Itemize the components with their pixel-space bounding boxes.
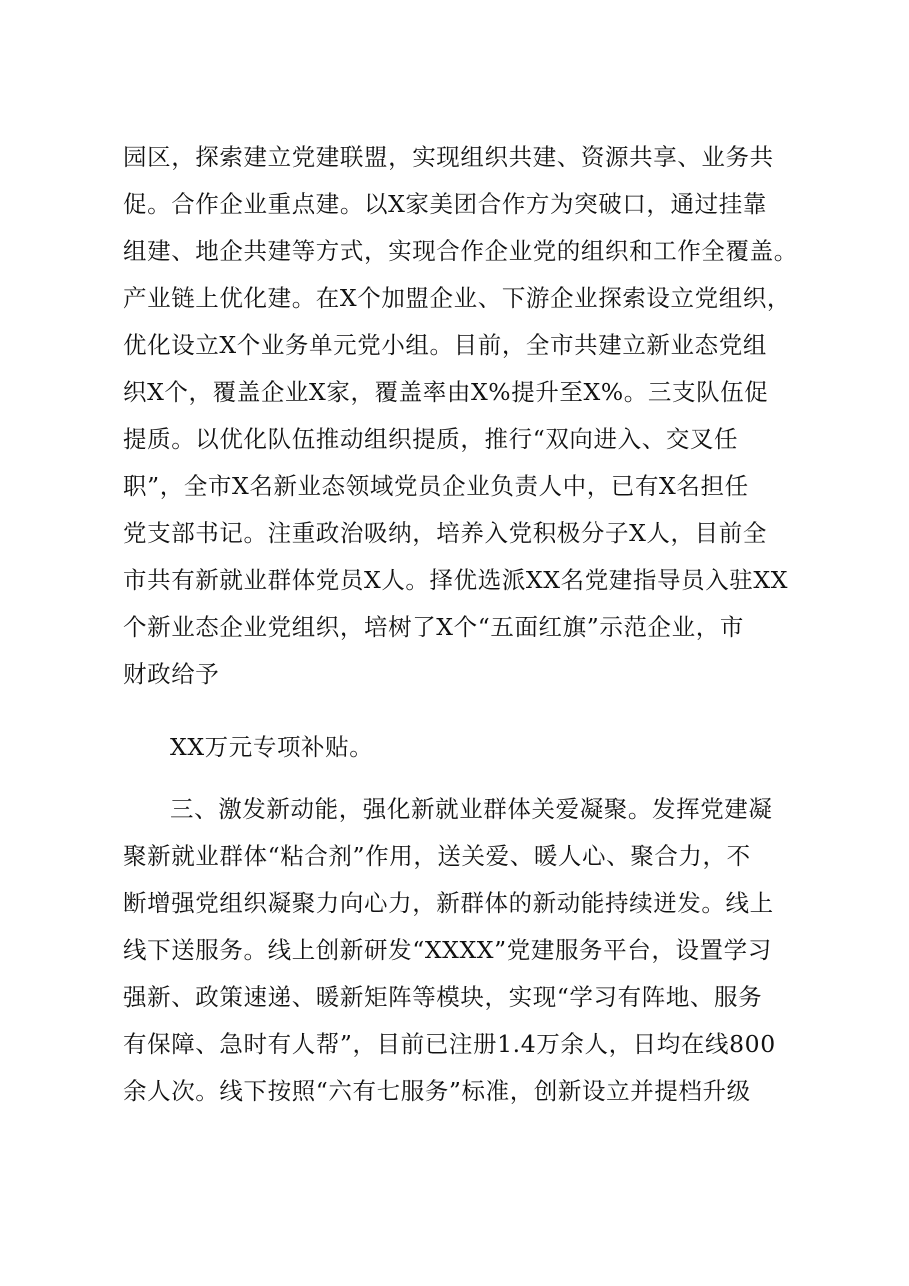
text-line: 组建、地企共建等方式，实现合作企业党的组织和工作全覆盖。 [123,237,798,265]
text-line: 余人次。线下按照“六有七服务”标准，创新设立并提档升级 [123,1077,751,1105]
text-line: 强新、政策速递、暖新矩阵等模块，实现“学习有阵地、服务 [123,983,763,1011]
text-line: 三、激发新动能，强化新就业群体关爱凝聚。发挥党建凝 [170,795,773,823]
text-line: XX万元专项补贴。 [170,733,374,761]
text-line: 个新业态企业党组织，培树了X个“五面红旗”示范企业，市 [123,613,744,641]
text-line: 市共有新就业群体党员X人。择优选派XX名党建指导员入驻XX [123,566,789,594]
text-line: 聚新就业群体“粘合剂”作用，送关爱、暖人心、聚合力，不 [123,842,751,870]
text-line: 织X个，覆盖企业X家，覆盖率由X%提升至X%。三支队伍促 [123,378,769,406]
text-line: 财政给予 [123,660,220,688]
text-line: 有保障、急时有人帮”，目前已注册1.4万余人，日均在线800 [123,1030,776,1058]
text-line: 断增强党组织凝聚力向心力，新群体的新动能持续迸发。线上 [123,889,774,917]
text-line: 职”，全市X名新业态领域党员企业负责人中，已有X名担任 [123,472,749,500]
text-line: 线下送服务。线上创新研发“XXXX”党建服务平台，设置学习 [123,936,772,964]
text-line: 党支部书记。注重政治吸纳，培养入党积极分子X人，目前全 [123,519,767,547]
text-line: 提质。以优化队伍推动组织提质，推行“双向进入、交叉任 [123,425,739,453]
text-line: 促。合作企业重点建。以X家美团合作方为突破口，通过挂靠 [123,190,767,218]
text-line: 园区，探索建立党建联盟，实现组织共建、资源共享、业务共 [123,143,774,171]
text-line: 产业链上优化建。在X个加盟企业、下游企业探索设立党组织， [123,284,792,312]
text-line: 优化设立X个业务单元党小组。目前，全市共建立新业态党组 [123,331,767,359]
